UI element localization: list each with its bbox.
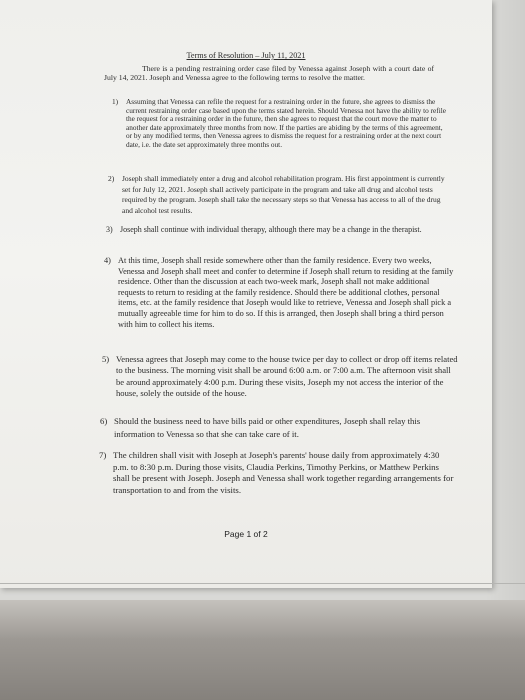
term-number: 1) <box>112 97 119 106</box>
term-item-2 <box>108 174 450 216</box>
term-number: 3) <box>106 225 113 234</box>
term-item-4 <box>104 256 456 330</box>
term-text: Should the business need to have bills paid or other expenditures, Joseph shall relay this information to Venessa so that she can take care of it. <box>114 416 421 439</box>
term-text: Joseph shall immediately enter a drug and alcohol rehabilitation program. His first appointment is currently set for July 12, 2021. Joseph shall actively participate in the program and take all drug and alcohol tests required by the program. Joseph shall take the necessary steps so that Venessa has access to all of the drug and alcohol test results. <box>122 174 445 215</box>
term-text: Assuming that Venessa can refile the request for a restraining order in the future, she agrees to dismiss the current restraining order case based upon the terms stated herein. Should Venessa not have the ability to refile the request for a restraining order in the future, then she agrees to request that the court move the matter to another date approximately three months from now. If the parties are abiding by the terms of this agreement, or by any modified terms, then Venessa agrees to dismiss the request for a restraining order at the next court date, i.e. the date set approximately three months out. <box>126 97 447 149</box>
sheet-edge-line <box>0 583 525 584</box>
term-item-6 <box>100 415 456 440</box>
document-title: Terms of Resolution – July 11, 2021 <box>186 51 306 60</box>
page-number: Page 1 of 2 <box>224 529 268 539</box>
term-number: 2) <box>108 174 115 183</box>
term-text: The children shall visit with Joseph at Joseph's parents' house daily from approximately 4:30 p.m. to 8:30 p.m. During those visits, Claudia Perkins, Timothy Perkins, or Matthew Perkins shall be present with Joseph. Joseph and Venessa shall work together regarding arrangements for transportation to and from the visits. <box>113 450 454 495</box>
term-number: 4) <box>104 256 111 265</box>
table-surface <box>0 600 525 700</box>
term-item-5 <box>102 354 458 399</box>
term-text: Joseph shall continue with individual therapy, although there may be a change in the therapist. <box>120 225 422 234</box>
term-number: 5) <box>102 354 110 364</box>
term-item-1 <box>112 98 450 150</box>
term-text: At this time, Joseph shall reside somewhere other than the family residence. Every two weeks, Venessa and Joseph shall meet and confer to determine if Joseph shall return to residing at the family residence. Other than the discussion at each two-week mark, Joseph shall not make additional requests to return to residing at the family residence. Should there be additional clothes, personal items, etc. at the family residence that Joseph would like to retrieve, Venessa and Joseph shall pick a mutually agreeable time for him to do so. If this is arranged, then Joseph shall bring a third person with him to collect his items. <box>118 256 454 329</box>
term-number: 7) <box>99 450 107 460</box>
term-number: 6) <box>100 416 108 426</box>
term-item-7 <box>99 450 457 496</box>
intro-paragraph: There is a pending restraining order case filed by Venessa against Joseph with a court date of July 14, 2021. Joseph and Venessa agree to the following terms to resolve the matter. <box>104 64 434 83</box>
term-item-3 <box>106 225 436 236</box>
term-text: Venessa agrees that Joseph may come to the house twice per day to collect or drop off items related to the business. The morning visit shall be around 6:00 a.m. or 7:00 a.m. The afternoon visit shall be around approximately 4:00 p.m. During these visits, Joseph my not access the interior of the house, solely the outside of the house. <box>116 354 458 398</box>
